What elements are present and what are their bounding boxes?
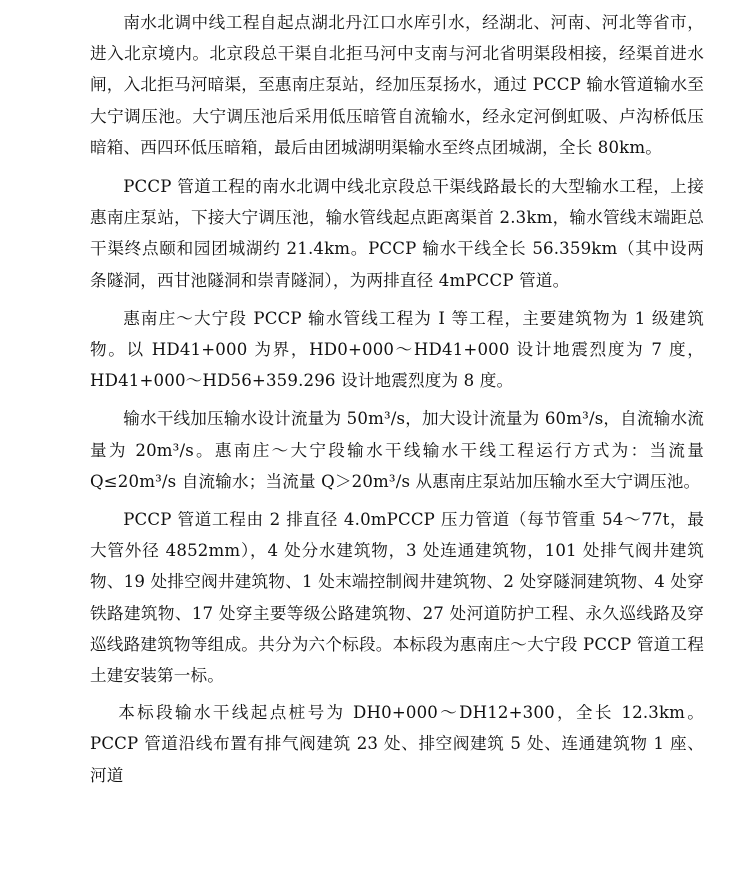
paragraph-project-overview: 南水北调中线工程自起点湖北丹江口水库引水，经湖北、河南、河北等省市，进入北京境内。北京段总干渠自北拒马河中支南与河北省明渠段相接，经渠首进水闸，入北拒马河暗渠，至惠南庄泵站，经加压泵扬水，通过 PCCP 输水管道输水至大宁调压池。大宁调压池后采用低压暗管自流输水，经永定河倒虹吸、卢沟桥低压暗箱、西四环低压暗箱，最后由团城湖明渠输水至终点团城湖，全长 80km。	[90, 13, 704, 157]
paragraph-pccp-pipeline: PCCP 管道工程的南水北调中线北京段总干渠线路最长的大型输水工程，上接惠南庄泵站，下接大宁调压池，输水管线起点距离渠首 2.3km，输水管线末端距总干渠终点颐和园团城湖约 21.4km。PCCP 输水干线全长 56.359km（其中设两条隧洞，西甘池隧洞和崇青隧洞），为两排直径 4mPCCP 管道。	[90, 177, 704, 290]
document-body	[90, 0, 704, 791]
paragraph-seismic-grade: 惠南庄～大宁段 PCCP 输水管线工程为 I 等工程，主要建筑物为 1 级建筑物。以 HD41+000 为界，HD0+000～HD41+000 设计地震烈度为 7 度，HD41+000～HD56+359.296 设计地震烈度为 8 度。	[90, 308, 704, 391]
paragraph-section-scope: 本标段输水干线起点桩号为 DH0+000～DH12+300，全长 12.3km。PCCP 管道沿线布置有排气阀建筑 23 处、排空阀建筑 5 处、连通建筑物 1 座、河道	[90, 703, 704, 785]
paragraph-structures: PCCP 管道工程由 2 排直径 4.0mPCCP 压力管道（每节管重 54～77t，最大管外径 4852mm），4 处分水建筑物，3 处连通建筑物，101 处排气阀井建筑物、19 处排空阀井建筑物、1 处末端控制阀井建筑物、2 处穿隧洞建筑物、4 处穿铁路建筑物、17 处穿主要等级公路建筑物、27 处河道防护工程、永久巡线路及穿巡线路建筑物等组成。共分为六个标段。本标段为惠南庄～大宁段 PCCP 管道工程土建安装第一标。	[90, 510, 704, 686]
paragraph-flow-design: 输水干线加压输水设计流量为 50m³/s，加大设计流量为 60m³/s，自流输水流量为 20m³/s。惠南庄～大宁段输水干线输水干线工程运行方式为：当流量 Q≤20m³/s 自流输水；当流量 Q＞20m³/s 从惠南庄泵站加压输水至大宁调压池。	[90, 409, 704, 491]
